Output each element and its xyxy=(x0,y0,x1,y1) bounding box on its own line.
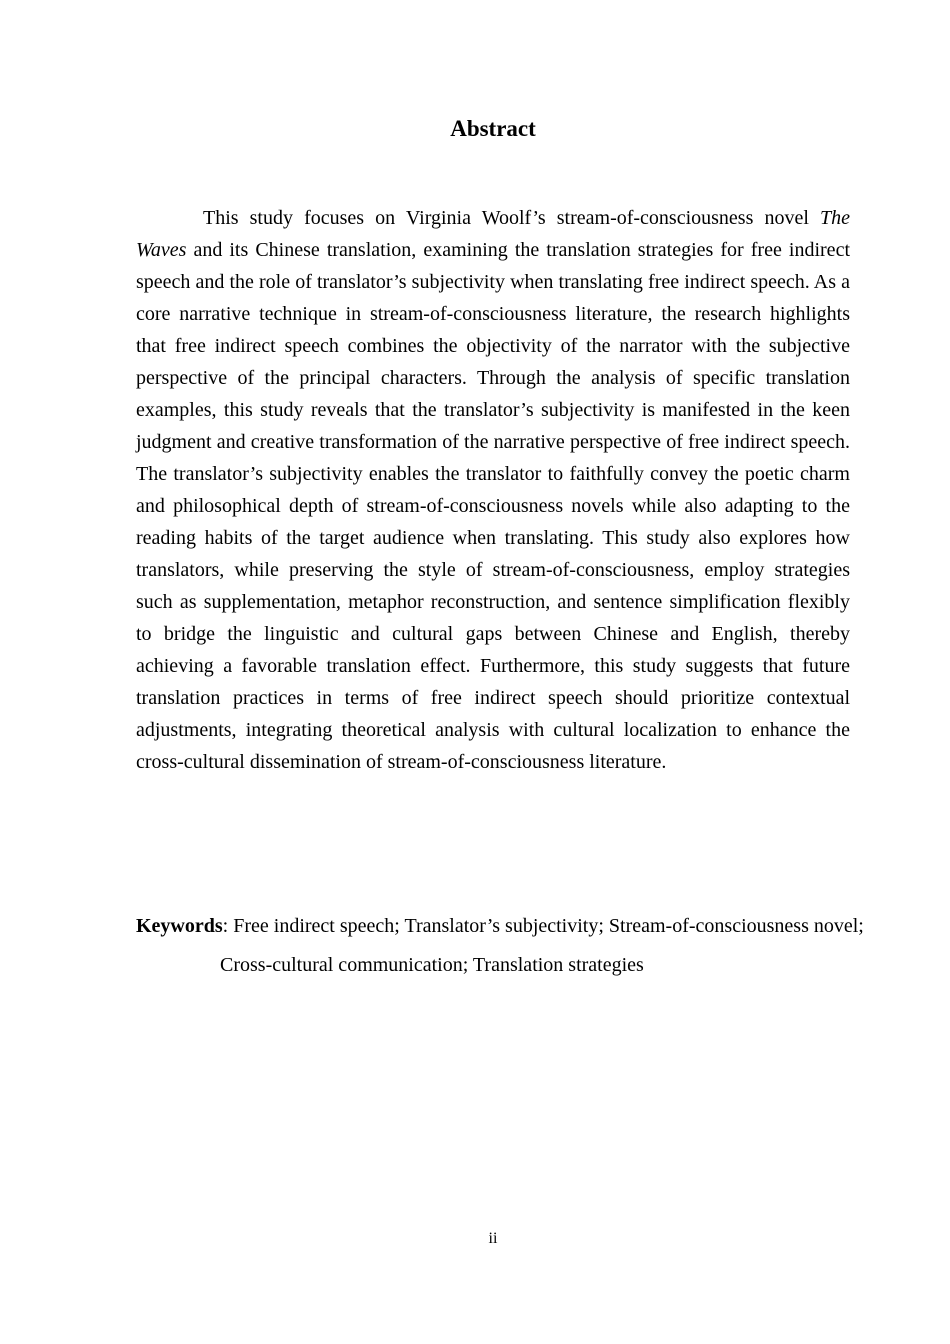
keywords-label: Keywords xyxy=(136,915,223,937)
keywords-text: Free indirect speech; Translator’s subjectivity; Stream-of-consciousness novel; Cross-cultural communication; Translation strategies xyxy=(220,915,864,976)
page-title: Abstract xyxy=(450,116,536,141)
keywords-block xyxy=(136,907,900,985)
abstract-body xyxy=(136,202,850,778)
keywords-separator: : xyxy=(222,915,234,937)
abstract-text-part2: and its Chinese translation, examining the translation strategies for free indirect speech and the role of translator’s subjectivity when translating free indirect speech. As a core narrative technique in stream-of-consciousness literature, the research highlights that free indirect speech combines the objectivity of the narrator with the subjective perspective of the principal characters. Through the analysis of specific translation examples, this study reveals that the translator’s subjectivity is manifested in the keen judgment and creative transformation of the narrative perspective of free indirect speech. The translator’s subjectivity enables the translator to faithfully convey the poetic charm and philosophical depth of stream-of-consciousness novels while also adapting to the reading habits of the target audience when translating. This study also explores how translators, while preserving the style of stream-of-consciousness, employ strategies such as supplementation, metaphor reconstruction, and sentence simplification flexibly to bridge the linguistic and cultural gaps between Chinese and English, thereby achieving a favorable translation effect. Furthermore, this study suggests that future translation practices in terms of free indirect speech should prioritize contextual adjustments, integrating theoretical analysis with cultural localization to enhance the cross-cultural dissemination of stream-of-consciousness literature. xyxy=(136,239,850,773)
abstract-text-part1: This study focuses on Virginia Woolf’s stream-of-consciousness novel xyxy=(203,207,820,229)
page-number: ii xyxy=(488,1230,498,1247)
book-title: The Waves xyxy=(136,207,850,261)
